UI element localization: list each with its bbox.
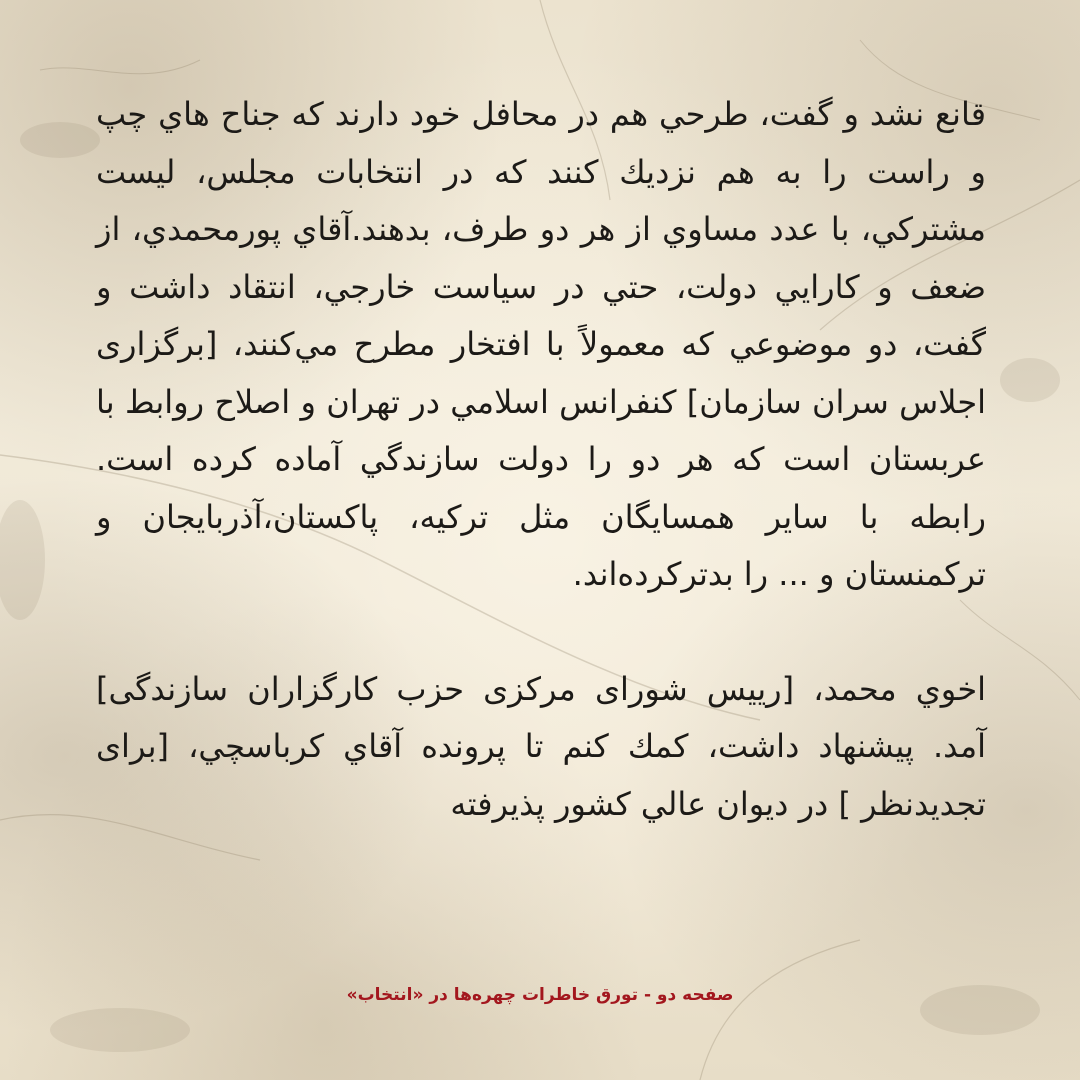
paragraph-spacer (96, 604, 986, 661)
paragraph-2: اخوي محمد، [رییس شورای مرکزی حزب کارگزاران سازندگی] آمد. پيشنهاد داشت، كمك كنم تا پرونده آقاي كرباسچي، [برای تجدیدنظر ] در ديوان عالي كشور پذيرفته (96, 669, 986, 823)
paragraph-1: قانع نشد و گفت، طرحي هم در محافل خود دارند كه جناح هاي چپ و راست را به هم نزديك كنند كه در انتخابات مجلس، ليست مشتركي، با عدد مساوي از هر دو طرف، بدهند.آقاي پورمحمدي، از ضعف و كارايي دولت، حتي در سياست خارجي، انتقاد داشت و گفت، دو موضوعي كه معمولاً با افتخار مطرح مي‌كنند، [برگزاری اجلاس سران سازمان] كنفرانس اسلامي در تهران و اصلاح روابط با عربستان است كه هر دو را دولت سازندگي آماده كرده است. رابطه با ساير همسايگان مثل تركيه، پاكستان،آذربايجان و تركمنستان و ... را بدتركرده‌اند. (96, 95, 986, 593)
page-footer-caption: صفحه دو - تورق خاطرات چهره‌ها در «انتخاب» (346, 985, 734, 1005)
article-text (96, 86, 986, 833)
